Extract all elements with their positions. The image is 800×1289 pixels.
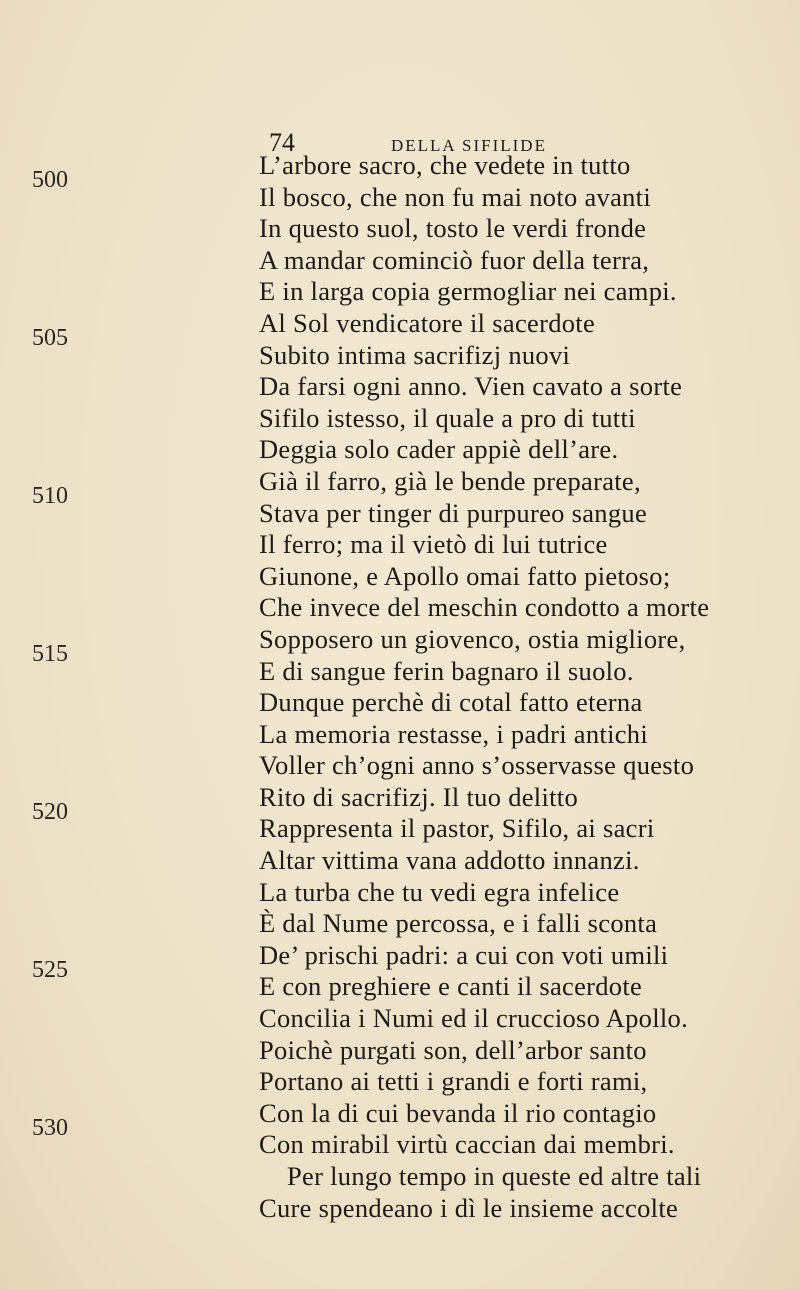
line-number: 505 [32,325,68,351]
verse-line: Sopposero un giovenco, ostia migliore, [259,623,686,654]
verse-line: A mandar cominciò fuor della terra, [259,244,650,275]
line-number: 525 [32,957,68,983]
line-number: 510 [32,483,68,509]
line-number: 530 [32,1115,68,1141]
verse-line: E in larga copia germogliar nei campi. [259,276,677,307]
verse-line: L’arbore sacro, che vedete in tutto [259,150,631,180]
verse-line: Rappresenta il pastor, Sifilo, ai sacri [259,813,655,844]
verse-line: Da farsi ogni anno. Vien cavato a sorte [259,371,683,402]
verse-line: De’ prischi padri: a cui con voti umili [259,939,669,970]
verse-line: Con la di cui bevanda il rio contagio [259,1097,657,1128]
verse-line: Dunque perchè di cotal fatto eterna [259,687,643,718]
verse-line: Con mirabil virtù caccian dai membri. [259,1129,675,1160]
verse-line: Già il farro, già le bende preparate, [259,465,641,496]
page-number: 74 [269,128,295,157]
verse-line: Subito intima sacrifizj nuovi [259,339,571,370]
line-number: 500 [32,167,68,193]
verse-line: Rito di sacrifizj. Il tuo delitto [259,781,579,812]
verse-line: Concilia i Numi ed il cruccioso Apollo. [259,1003,689,1034]
verse-line: Voller ch’ogni anno s’osservasse questo [259,750,695,781]
verse-line: Poichè purgati son, dell’arbor santo [259,1034,647,1065]
verse-line: In questo suol, tosto le verdi fronde [259,213,647,244]
verse-line: Giunone, e Apollo omai fatto pietoso; [259,560,671,591]
verse-line: Al Sol vendicatore il sacerdote [259,307,596,338]
verse-line: La memoria restasse, i padri antichi [259,718,649,749]
verse-line: E di sangue ferin bagnaro il suolo. [259,655,634,686]
verse-line: Deggia solo cader appiè dell’are. [259,434,619,465]
verse-line: La turba che tu vedi egra infelice [259,876,620,907]
verse-line: Stava per tinger di purpureo sangue [259,497,648,528]
line-number: 515 [32,641,68,667]
verse-line: Il ferro; ma il vietò di lui tutrice [259,529,608,560]
verse-line: Che invece del meschin condotto a morte [259,592,710,623]
verse-line: E con preghiere e canti il sacerdote [259,971,643,1002]
verse-line: Sifilo istesso, il quale a pro di tutti [259,402,636,433]
verse-line: Cure spendeano i dì le insieme accolte [259,1192,679,1223]
verse-line: Portano ai tetti i grandi e forti rami, [259,1066,648,1097]
verse-line: È dal Nume percossa, e i falli sconta [259,908,658,939]
verse-line: Il bosco, che non fu mai noto avanti [259,181,652,212]
line-number: 520 [32,799,68,825]
poem-text [259,150,794,1224]
verse-line: Per lungo tempo in queste ed altre tali [287,1161,702,1191]
running-head: DELLA SIFILIDE [391,136,547,155]
verse-line: Altar vittima vana addotto innanzi. [259,845,640,876]
